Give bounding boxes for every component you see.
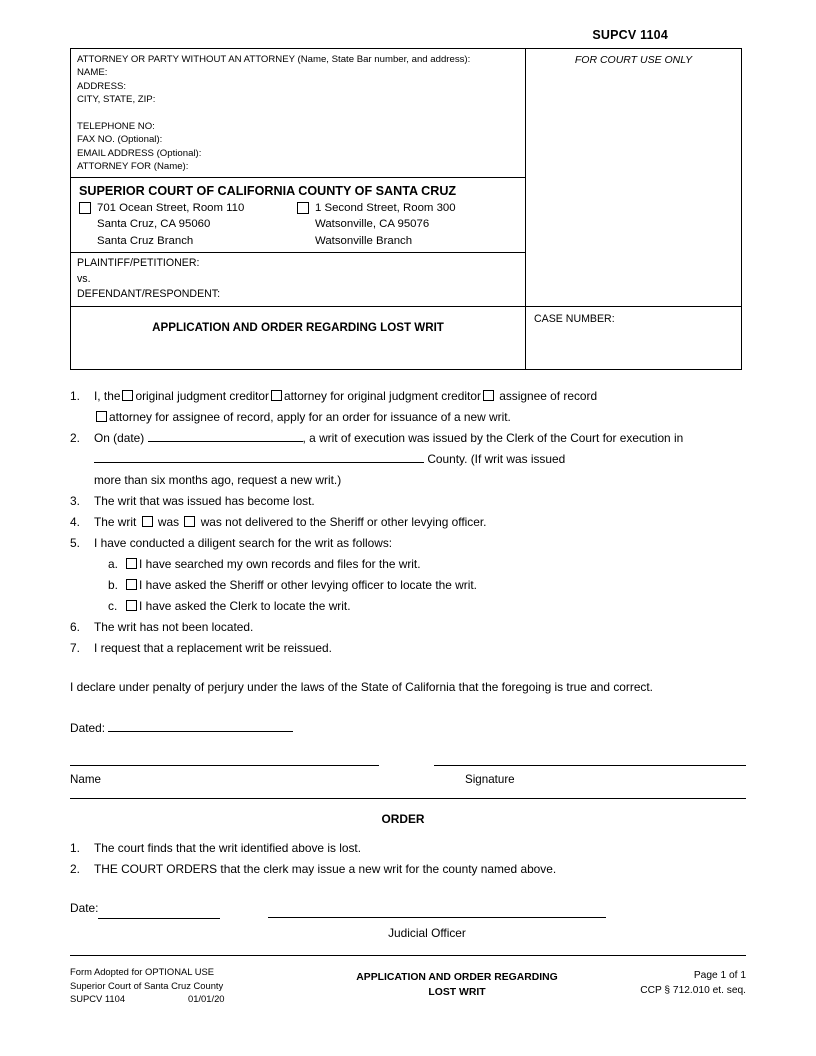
form-number: SUPCV 1104: [592, 28, 668, 42]
branch-santa-cruz[interactable]: [79, 200, 297, 250]
attorney-cell: [71, 49, 526, 177]
dated-label: Dated:: [70, 720, 106, 735]
attorney-field-city-state-zip[interactable]: CITY, STATE, ZIP:: [77, 94, 156, 106]
item-1: [70, 386, 746, 428]
court-use-only-label: FOR COURT USE ONLY: [574, 54, 693, 66]
item-1-opt1: original judgment creditor: [135, 388, 269, 403]
branch-watsonville-line1: 1 Second Street, Room 300: [315, 201, 456, 214]
branch-santa-cruz-line2: Santa Cruz, CA 95060: [97, 218, 211, 231]
branch-watsonville-line3: Watsonville Branch: [315, 234, 413, 247]
name-line[interactable]: [70, 765, 379, 766]
attorney-field-attorney-for[interactable]: ATTORNEY FOR (Name):: [77, 161, 189, 173]
branch-watsonville-line2: Watsonville, CA 95076: [315, 218, 430, 231]
item-4-number: 4.: [70, 514, 80, 529]
parties-block: [71, 252, 525, 306]
dated-row: [70, 718, 746, 739]
item-2-number: 2.: [70, 430, 80, 445]
branch-santa-cruz-line1: 701 Ocean Street, Room 110: [97, 201, 245, 214]
order-date-label: Date:: [70, 900, 99, 915]
name-label: Name: [70, 772, 101, 786]
county-input[interactable]: [94, 450, 424, 463]
footer-adopted: Form Adopted for OPTIONAL USE: [70, 966, 214, 977]
item-5b: [70, 575, 746, 596]
court-cell: [71, 177, 526, 306]
item-2-part4: more than six months ago, request a new writ.): [94, 472, 342, 487]
checkbox-asked-sheriff[interactable]: [126, 579, 137, 590]
attorney-field-telephone[interactable]: TELEPHONE NO:: [77, 121, 155, 133]
item-6-text: The writ has not been located.: [94, 619, 254, 634]
judicial-officer-line[interactable]: [268, 917, 606, 919]
item-4-text: [94, 512, 746, 533]
branch-santa-cruz-lines: [91, 200, 244, 250]
footer-left: [70, 965, 308, 1006]
item-5c-label: c.: [108, 598, 118, 613]
signature-lines: [70, 765, 746, 766]
item-1-opt4: attorney for assignee of record, apply for an order for issuance of a new writ.: [109, 409, 511, 424]
attorney-field-spacer: [77, 107, 519, 120]
item-7-number: 7.: [70, 640, 80, 655]
caption-court-row: [71, 177, 741, 306]
checkbox-searched-own-records[interactable]: [126, 558, 137, 569]
checkbox-branch-santa-cruz[interactable]: [79, 202, 91, 214]
footer-right: [606, 965, 746, 1006]
item-4: [70, 512, 746, 533]
item-5a-label: a.: [108, 556, 118, 571]
branch-santa-cruz-line3: Santa Cruz Branch: [97, 234, 194, 247]
defendant-label[interactable]: DEFENDANT/RESPONDENT:: [77, 288, 221, 301]
item-5b-text: I have asked the Sheriff or other levying officer to locate the writ.: [139, 577, 477, 592]
item-5b-label: b.: [108, 577, 118, 592]
attorney-field-address[interactable]: ADDRESS:: [77, 80, 127, 92]
item-2: [70, 428, 746, 491]
signature-labels: [70, 766, 746, 790]
item-4-part2: was: [157, 514, 180, 529]
item-2-part1: On (date): [94, 430, 145, 445]
item-6: [70, 617, 746, 638]
item-1-opt2: attorney for original judgment creditor: [283, 388, 481, 403]
form-body: [70, 386, 746, 944]
attorney-header: ATTORNEY OR PARTY WITHOUT AN ATTORNEY (Name, State Bar number, and address):: [77, 54, 471, 65]
item-5c: [70, 596, 746, 617]
order-item-2-number: 2.: [70, 861, 80, 876]
footer-title-line1: APPLICATION AND ORDER REGARDING: [356, 972, 558, 983]
item-5c-text-wrap: [124, 596, 351, 617]
page-footer: [70, 965, 746, 1006]
order-date-input[interactable]: [98, 906, 220, 919]
item-5a: [70, 554, 746, 575]
caption-box: [70, 48, 742, 370]
item-2-text: [94, 428, 746, 491]
case-number-cell[interactable]: [526, 307, 741, 369]
footer-rev-date: 01/01/20: [188, 993, 225, 1005]
plaintiff-label[interactable]: PLAINTIFF/PETITIONER:: [77, 257, 200, 270]
item-5-text: I have conducted a diligent search for the writ as follows:: [94, 535, 393, 550]
caption-bottom-row: [71, 306, 741, 369]
item-5a-text: I have searched my own records and files for the writ.: [139, 556, 421, 571]
order-item-2: [70, 859, 746, 880]
branch-list: [71, 200, 525, 253]
court-use-cell: [526, 49, 741, 177]
checkbox-asked-clerk[interactable]: [126, 600, 137, 611]
item-5: [70, 533, 746, 554]
order-date-row: [70, 898, 746, 919]
footer-page: Page 1 of 1: [693, 970, 746, 981]
footer-divider: [70, 955, 746, 956]
footer-title-line2: LOST WRIT: [428, 987, 486, 998]
order-item-2-text: THE COURT ORDERS that the clerk may issue a new writ for the county named above.: [94, 861, 557, 876]
attorney-field-email[interactable]: EMAIL ADDRESS (Optional):: [77, 147, 202, 159]
vs-label: vs.: [77, 272, 91, 285]
item-1-opt3: assignee of record: [499, 388, 598, 403]
branch-watsonville-lines: [309, 200, 456, 250]
order-item-1-number: 1.: [70, 840, 80, 855]
item-5-number: 5.: [70, 535, 80, 550]
label-gap: [405, 769, 465, 790]
checkbox-branch-watsonville[interactable]: [297, 202, 309, 214]
checkbox-writ-was-delivered[interactable]: [142, 516, 153, 527]
item-6-number: 6.: [70, 619, 80, 634]
checkbox-writ-was-not-delivered[interactable]: [184, 516, 195, 527]
item-3-number: 3.: [70, 493, 80, 508]
court-use-cell-lower: [526, 177, 741, 306]
court-title: SUPERIOR COURT OF CALIFORNIA COUNTY OF SANTA CRUZ: [79, 183, 457, 198]
item-7-text: I request that a replacement writ be reissued.: [94, 640, 332, 655]
footer-code: CCP § 712.010 et. seq.: [640, 985, 746, 996]
attorney-field-fax[interactable]: FAX NO. (Optional):: [77, 134, 163, 146]
signature-label: Signature: [465, 772, 515, 786]
attorney-field-name[interactable]: NAME:: [77, 67, 108, 79]
footer-title: [308, 965, 606, 1006]
checkbox-original-judgment-creditor[interactable]: [122, 390, 133, 401]
item-4-part3: was not delivered to the Sheriff or other levying officer.: [200, 514, 487, 529]
order-heading: ORDER: [381, 811, 425, 826]
item-5b-text-wrap: [124, 575, 477, 596]
checkbox-attorney-for-assignee-of-record[interactable]: [96, 411, 107, 422]
branch-watsonville[interactable]: [297, 200, 456, 250]
item-5c-text: I have asked the Clerk to locate the writ.: [139, 598, 351, 613]
footer-form-row: [70, 992, 308, 1006]
attorney-block: [71, 49, 525, 177]
item-3: [70, 491, 746, 512]
order-divider: [70, 798, 746, 799]
item-5a-text-wrap: [124, 554, 421, 575]
declaration-text: I declare under penalty of perjury under the laws of the State of California that the foregoing is true and correct.: [70, 679, 653, 694]
footer-court: Superior Court of Santa Cruz County: [70, 979, 224, 991]
footer-form-id: SUPCV 1104: [70, 993, 126, 1005]
checkbox-attorney-for-original-judgment-creditor[interactable]: [271, 390, 282, 401]
dated-input[interactable]: [108, 719, 293, 732]
item-3-text: The writ that was issued has become lost.: [94, 493, 315, 508]
item-2-part2: , a writ of execution was issued by the Clerk of the Court for execution in: [302, 430, 684, 445]
order-item-1: [70, 838, 746, 859]
item-2-part3: County. (If writ was issued: [427, 451, 566, 466]
caption-top-row: [71, 49, 741, 177]
item-4-part1: The writ: [94, 514, 137, 529]
order-item-1-text: The court finds that the writ identified above is lost.: [94, 840, 362, 855]
item-1-number: 1.: [70, 388, 80, 403]
date-of-writ-input[interactable]: [148, 429, 303, 442]
item-1-text: [94, 386, 746, 428]
item-1-lead: I, the: [94, 388, 121, 403]
case-number-label: CASE NUMBER:: [534, 312, 615, 325]
checkbox-assignee-of-record[interactable]: [483, 390, 494, 401]
item-7: [70, 638, 746, 659]
judicial-officer-label: Judicial Officer: [388, 925, 466, 940]
signature-line[interactable]: [434, 765, 746, 766]
signature-gap: [379, 765, 434, 766]
document-title: APPLICATION AND ORDER REGARDING LOST WRIT: [71, 307, 526, 369]
